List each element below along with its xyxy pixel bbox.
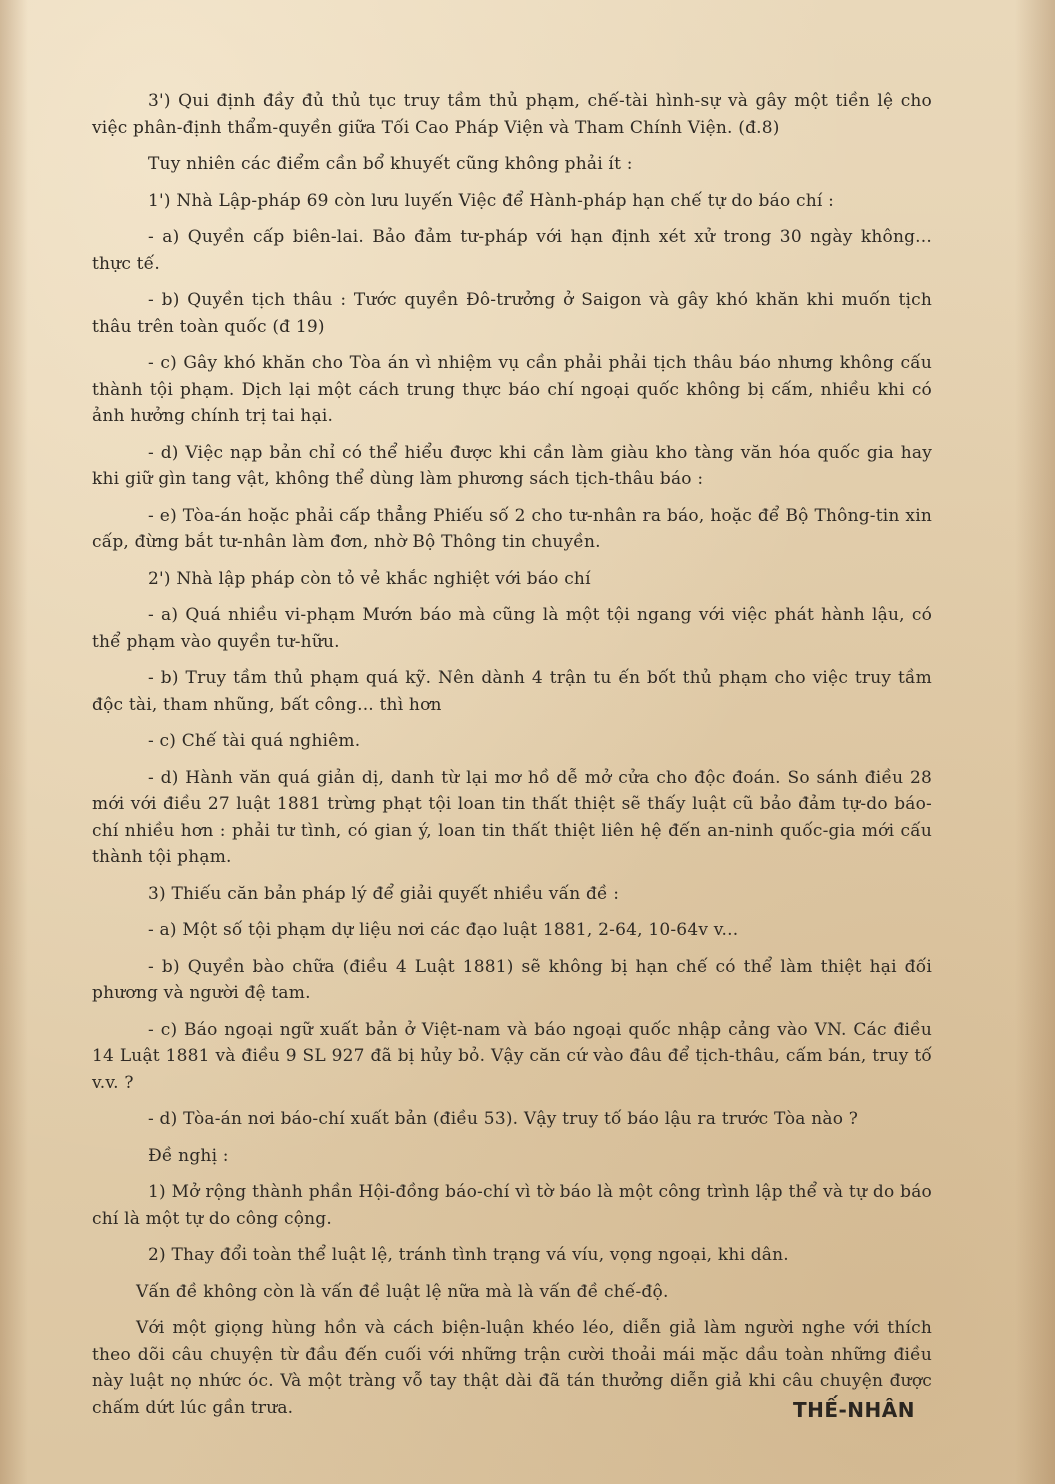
document-body <box>92 88 932 1431</box>
paragraph-point-3-prime: 3') Qui định đầy đủ thủ tục truy tầm thủ phạm, chế-tài hình-sự và gây một tiền lệ cho việc phân-định thẩm-quyền giữa Tối Cao Pháp Viện và Tham Chính Viện. (đ.8) <box>92 91 932 138</box>
paragraph-item-d: - d) Việc nạp bản chỉ có thể hiểu được khi cần làm giàu kho tàng văn hóa quốc gia hay khi giữ gìn tang vật, không thể dùng làm phương sách tịch-thâu báo : <box>92 442 932 489</box>
paragraph-item-a-3: - a) Một số tội phạm dự liệu nơi các đạo luật 1881, 2-64, 10-64v v... <box>148 920 739 940</box>
paragraph-item-b-3: - b) Quyền bào chữa (điều 4 Luật 1881) sẽ không bị hạn chế có thể làm thiệt hại đối phương và người đệ tam. <box>92 956 932 1003</box>
paragraph-point-3: 3) Thiếu căn bản pháp lý để giải quyết nhiều vấn đề : <box>148 883 620 904</box>
paragraph-item-d-2: - d) Hành văn quá giản dị, danh từ lại mơ hồ dễ mở cửa cho độc đoán. So sánh điều 28 mới với điều 27 luật 1881 trừng phạt tội loan tin thất thiệt sẽ thấy luật cũ bảo đảm tự-do báo-chí nhiều hơn : phải tư tình, có gian ý, loan tin thất thiệt liên hệ đến an-ninh quốc-gia mới cấu thành tội phạm. <box>92 767 932 867</box>
paragraph-point-1-prime: 1') Nhà Lập-pháp 69 còn lưu luyến Việc để Hành-pháp hạn chế tự do báo chí : <box>148 190 835 211</box>
paragraph-proposal-2: 2) Thay đổi toàn thể luật lệ, tránh tình trạng vá víu, vọng ngoại, khi dân. <box>148 1245 789 1265</box>
paragraph-item-a-2: - a) Quá nhiều vi-phạm Mướn báo mà cũng là một tội ngang với việc phát hành lậu, có thể phạm vào quyền tư-hữu. <box>92 605 932 652</box>
paragraph-item-c: - c) Gây khó khăn cho Tòa án vì nhiệm vụ cần phải phải tịch thâu báo nhưng không cấu thành tội phạm. Dịch lại một cách trung thực báo chí ngoại quốc không bị cấm, nhiều khi có ảnh hưởng chính trị tai hại. <box>92 353 932 426</box>
paragraph-shortcomings-intro: Tuy nhiên các điểm cần bổ khuyết cũng không phải ít : <box>148 154 633 174</box>
page-edge-shadow-left <box>0 0 28 1484</box>
paragraph-item-d-3: - d) Tòa-án nơi báo-chí xuất bản (điều 53). Vậy truy tố báo lậu ra trước Tòa nào ? <box>148 1109 859 1129</box>
paragraph-item-c-2: - c) Chế tài quá nghiêm. <box>148 731 361 751</box>
paragraph-proposals-heading: Đề nghị : <box>148 1145 229 1166</box>
paragraph-item-a: - a) Quyền cấp biên-lai. Bảo đảm tư-pháp với hạn định xét xử trong 30 ngày không... thực tế. <box>92 227 932 274</box>
paragraph-point-2-prime: 2') Nhà lập pháp còn tỏ vẻ khắc nghiệt với báo chí <box>148 568 591 589</box>
page-edge-shadow-right <box>1015 0 1055 1484</box>
paragraph-item-c-3: - c) Báo ngoại ngữ xuất bản ở Việt-nam và báo ngoại quốc nhập cảng vào VN. Các điều 14 Luật 1881 và điều 9 SL 927 đã bị hủy bỏ. Vậy căn cứ vào đâu để tịch-thâu, cấm bán, truy tố v.v. ? <box>92 1019 932 1093</box>
paragraph-item-e: - e) Tòa-án hoặc phải cấp thẳng Phiếu số 2 cho tư-nhân ra báo, hoặc để Bộ Thông-tin xin cấp, đừng bắt tư-nhân làm đơn, nhờ Bộ Thông tin chuyền. <box>92 505 932 552</box>
paragraph-item-b: - b) Quyền tịch thâu : Tước quyền Đô-trưởng ở Saigon và gây khó khăn khi muốn tịch thâu trên toàn quốc (đ 19) <box>92 290 932 337</box>
paragraph-proposal-1: 1) Mở rộng thành phần Hội-đồng báo-chí vì tờ báo là một công trình lập thể và tự do báo chí là một tự do công cộng. <box>92 1182 932 1229</box>
author-signature: THẾ-NHÂN <box>792 1398 915 1422</box>
paragraph-conclusion: Vấn đề không còn là vấn đề luật lệ nữa mà là vấn đề chế-độ. <box>136 1281 669 1302</box>
paragraph-closing-remarks: Với một giọng hùng hồn và cách biện-luận khéo léo, diễn giả làm người nghe với thích theo dõi câu chuyện từ đầu đến cuối với những trận cười thoải mái mặc dầu toàn những điều này luật nọ nhức óc. Và một tràng vỗ tay thật dài đã tán thưởng diễn giả khi câu chuyện được chấm dứt lúc gần trưa. <box>92 1318 932 1418</box>
paragraph-item-b-2: - b) Truy tầm thủ phạm quá kỹ. Nên dành 4 trận tu ến bốt thủ phạm cho việc truy tầm độc tài, tham nhũng, bất công... thì hơn <box>92 668 932 715</box>
